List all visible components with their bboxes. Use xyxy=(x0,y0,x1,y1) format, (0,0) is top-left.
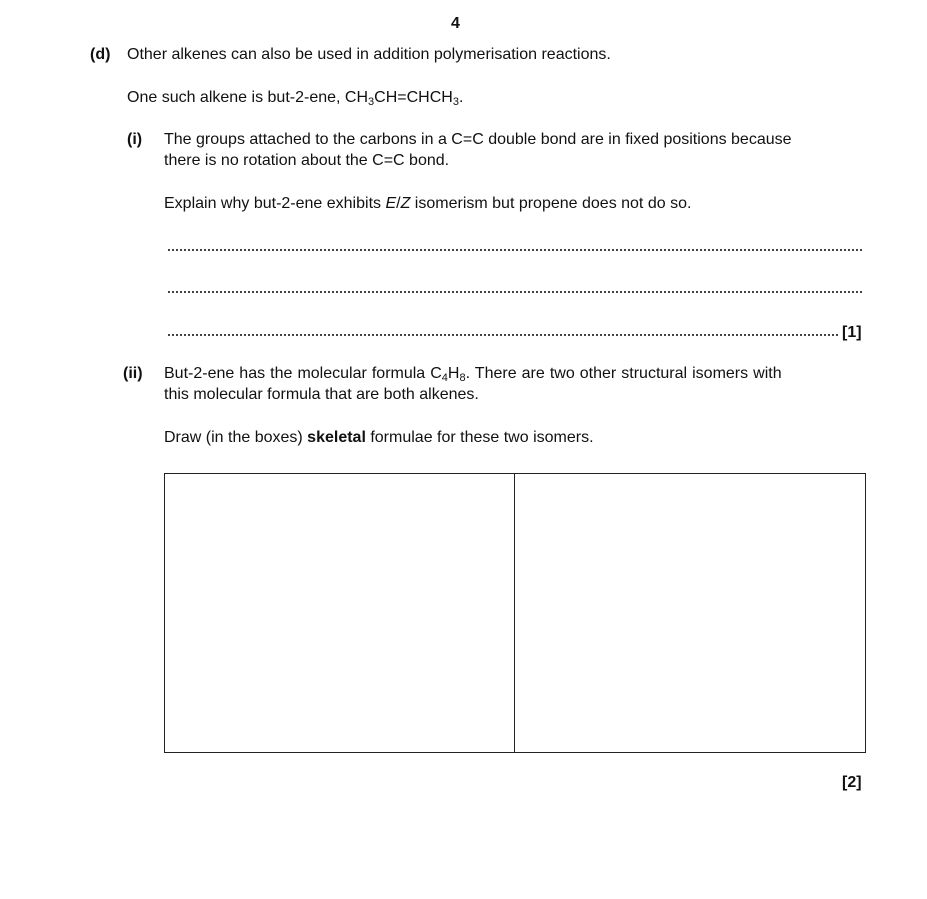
question-slash: / xyxy=(396,195,401,212)
instruction-text-before: Draw (in the boxes) xyxy=(164,429,308,446)
part-i-line-2: there is no rotation about the C=C bond. xyxy=(164,152,450,169)
drawing-box-right[interactable] xyxy=(514,473,866,753)
part-ii-h: H xyxy=(447,365,460,382)
alkene-line xyxy=(127,88,463,108)
drawing-box-left[interactable] xyxy=(164,473,516,753)
alkene-text-after: . xyxy=(458,89,464,106)
instruction-bold: skeletal xyxy=(307,429,366,446)
part-ii-line-1 xyxy=(164,364,782,384)
part-ii-instruction xyxy=(164,428,594,448)
alkene-text-middle: CH=CHCH xyxy=(374,89,453,106)
question-text-before: Explain why but-2-ene exhibits xyxy=(164,195,386,212)
page-number: 4 xyxy=(451,15,460,32)
part-ii-sub-1: 4 xyxy=(441,372,448,384)
part-ii-line-2: this molecular formula that are both alkenes. xyxy=(164,386,479,403)
question-z: Z xyxy=(400,195,411,212)
part-ii-sub-2: 8 xyxy=(459,372,466,384)
part-ii-text-before: But-2-ene has the molecular formula C xyxy=(164,365,442,382)
part-ii-mark: [2] xyxy=(842,774,862,791)
question-e: E xyxy=(385,195,397,212)
alkene-text-before: One such alkene is but-2-ene, CH xyxy=(127,89,369,106)
part-i-label: (i) xyxy=(127,131,143,148)
part-ii-text-after: . There are two other structural isomers with xyxy=(465,365,782,382)
question-text-after: isomerism but propene does not do so. xyxy=(410,195,692,212)
part-i-question xyxy=(164,194,691,214)
answer-line-3[interactable] xyxy=(168,334,838,336)
part-i-mark: [1] xyxy=(842,324,862,341)
part-i-line-1: The groups attached to the carbons in a C=C double bond are in fixed positions because xyxy=(164,131,792,148)
part-d-label: (d) xyxy=(90,46,111,63)
instruction-text-after: formulae for these two isomers. xyxy=(365,429,594,446)
alkene-sub-2: 3 xyxy=(452,96,459,108)
alkene-sub-1: 3 xyxy=(368,96,375,108)
answer-line-1[interactable] xyxy=(168,249,862,251)
answer-line-2[interactable] xyxy=(168,291,862,293)
part-d-intro: Other alkenes can also be used in addition polymerisation reactions. xyxy=(127,46,611,63)
part-ii-label: (ii) xyxy=(123,365,143,382)
